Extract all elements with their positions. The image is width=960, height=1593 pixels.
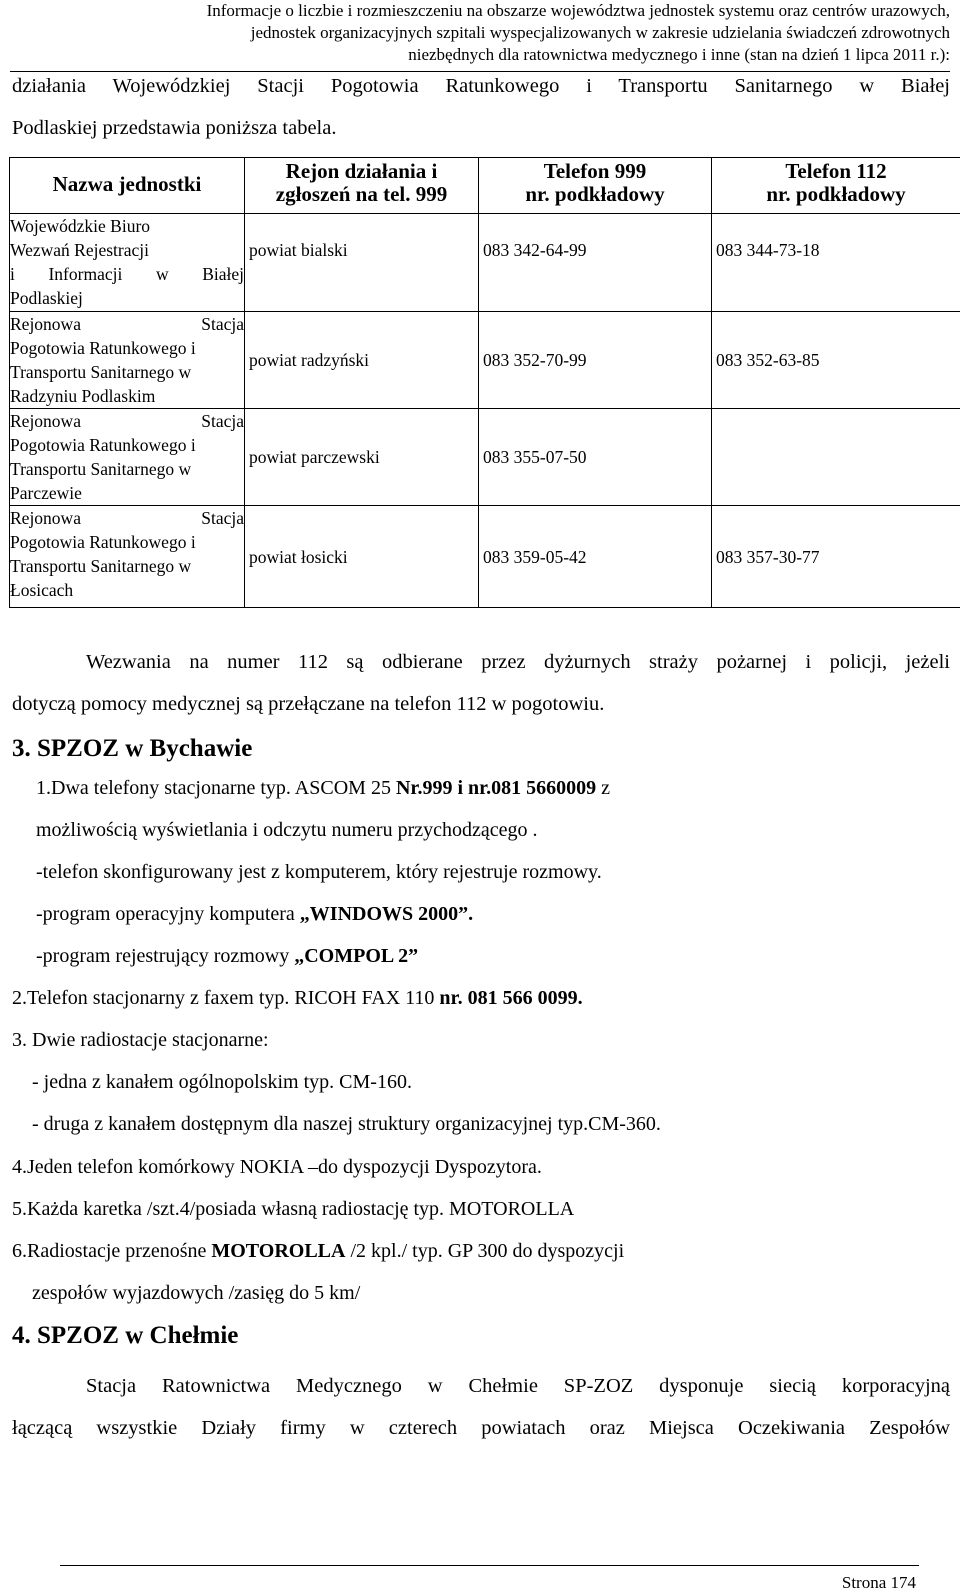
list-text: 1.Dwa telefony stacjonarne typ. ASCOM 25 [36,777,396,799]
list-item [36,944,418,968]
unit-phone112 [712,409,960,506]
list-item: zespołów wyjazdowych /zasięg do 5 km/ [32,1282,361,1304]
list-item: - jedna z kanałem ogólnopolskim typ. CM-160. [32,1071,412,1093]
unit-name-line: Rejonowa Stacja [10,314,244,334]
header-area [245,158,479,214]
note-line: Wezwania na numer 112 są odbierane przez dyżurnych straży pożarnej i policji, jeżeli [86,651,950,673]
header-phone999-line2: nr. podkładowy [525,182,665,206]
table-row [10,506,960,608]
table-row [10,409,960,506]
unit-phone112: 083 357-30-77 [712,506,960,608]
header-rule [10,71,950,72]
list-item: 5.Każda karetka /szt.4/posiada własną radiostację typ. MOTOROLLA [12,1198,575,1220]
unit-name-line: i Informacji w Białej [10,264,244,284]
unit-name-line: Rejonowa Stacja [10,508,244,528]
header-name-label: Nazwa jednostki [52,172,202,196]
header-phone999-line1: Telefon 999 [543,159,647,183]
unit-name [10,312,245,409]
unit-name-line: Rejonowa Stacja [10,411,244,431]
intro-line: działania Wojewódzkiej Stacji Pogotowia Ratunkowego i Transportu Sanitarnego w Białej [12,75,950,97]
unit-area: powiat radzyński [245,312,479,409]
header-area-line2: zgłoszeń na tel. 999 [275,182,448,206]
header-name [10,158,245,214]
unit-name-line: Transportu Sanitarnego w [10,556,192,576]
section-heading: 4. SPZOZ w Chełmie [12,1322,239,1349]
list-text: /2 kpl./ typ. GP 300 do dyspozycji [345,1240,625,1262]
list-item: 3. Dwie radiostacje stacjonarne: [12,1029,269,1051]
list-item: 4.Jeden telefon komórkowy NOKIA –do dyspozycji Dyspozytora. [12,1156,542,1178]
unit-phone112: 083 344-73-18 [712,214,960,312]
list-text-bold: MOTOROLLA [211,1240,346,1262]
section4-line: Stacja Ratownictwa Medycznego w Chełmie SP-ZOZ dysponuje siecią korporacyjną [86,1375,950,1397]
list-text-bold: Nr.999 i nr.081 5660009 [395,777,597,799]
table-row [10,312,960,409]
list-text-bold: nr. 081 566 0099. [439,987,583,1009]
list-text: 6.Radiostacje przenośne [12,1240,212,1262]
header-area-line1: Rejon działania i [285,159,438,183]
header-phone112-line1: Telefon 112 [785,159,887,183]
unit-name-line: Radzyniu Podlaskim [10,386,156,406]
list-item [12,986,583,1010]
list-item [12,1239,624,1263]
unit-name-line: Wezwań Rejestracji [10,240,150,260]
unit-name-line: Podlaskiej [10,288,83,308]
unit-area: powiat łosicki [245,506,479,608]
unit-phone999: 083 352-70-99 [479,312,712,409]
unit-phone999: 083 355-07-50 [479,409,712,506]
table-row [10,214,960,312]
list-text: -program rejestrujący rozmowy [36,945,295,967]
intro-line: Podlaskiej przedstawia poniższa tabela. [12,117,337,139]
list-item: - druga z kanałem dostępnym dla naszej struktury organizacyjnej typ.CM-360. [32,1113,661,1135]
unit-name-line: Transportu Sanitarnego w [10,362,192,382]
header-phone999 [479,158,712,214]
list-item: możliwością wyświetlania i odczytu numeru przychodzącego . [36,819,538,841]
list-text: z [596,777,611,799]
page-number: Strona 174 [841,1573,916,1592]
list-item [36,776,610,800]
section4-line: łączącą wszystkie Działy firmy w czterech powiatach oraz Miejsca Oczekiwania Zespołów [12,1417,950,1439]
unit-phone999: 083 342-64-99 [479,214,712,312]
unit-name-line: Łosicach [10,580,74,600]
unit-name-line: Pogotowia Ratunkowego i [10,338,196,358]
unit-name [10,409,245,506]
unit-area: powiat bialski [245,214,479,312]
unit-area: powiat parczewski [245,409,479,506]
unit-phone999: 083 359-05-42 [479,506,712,608]
unit-name-line: Pogotowia Ratunkowego i [10,435,196,455]
list-item [36,902,473,926]
unit-name [10,506,245,608]
header-line: jednostek organizacyjnych szpitali wyspecjalizowanych w zakresie udzielania świadczeń zdrowotnych [250,23,950,42]
list-text: 2.Telefon stacjonarny z faxem typ. RICOH FAX 110 [12,987,440,1009]
table-header-row [10,158,960,214]
header-phone112-line2: nr. podkładowy [766,182,906,206]
running-header [10,0,950,66]
unit-name-line: Wojewódzkie Biuro [10,216,151,236]
section-heading: 3. SPZOZ w Bychawie [12,735,253,762]
footer-rule [60,1565,919,1566]
unit-name-line: Pogotowia Ratunkowego i [10,532,196,552]
list-text: -program operacyjny komputera [36,903,300,925]
header-line: niezbędnych dla ratownictwa medycznego i inne (stan na dzień 1 lipca 2011 r.): [408,45,950,64]
note-line: dotyczą pomocy medycznej są przełączane na telefon 112 w pogotowiu. [12,693,605,715]
header-line: Informacje o liczbie i rozmieszczeniu na obszarze województwa jednostek systemu oraz centrów urazowych, [206,1,950,20]
list-text-bold: „COMPOL 2” [294,945,419,967]
unit-phone112: 083 352-63-85 [712,312,960,409]
list-text-bold: „WINDOWS 2000”. [299,903,474,925]
unit-name-line: Transportu Sanitarnego w [10,459,192,479]
units-table [9,157,960,608]
header-phone112 [712,158,960,214]
unit-name [10,214,245,312]
list-item: -telefon skonfigurowany jest z komputerem, który rejestruje rozmowy. [36,861,602,883]
unit-name-line: Parczewie [10,483,82,503]
